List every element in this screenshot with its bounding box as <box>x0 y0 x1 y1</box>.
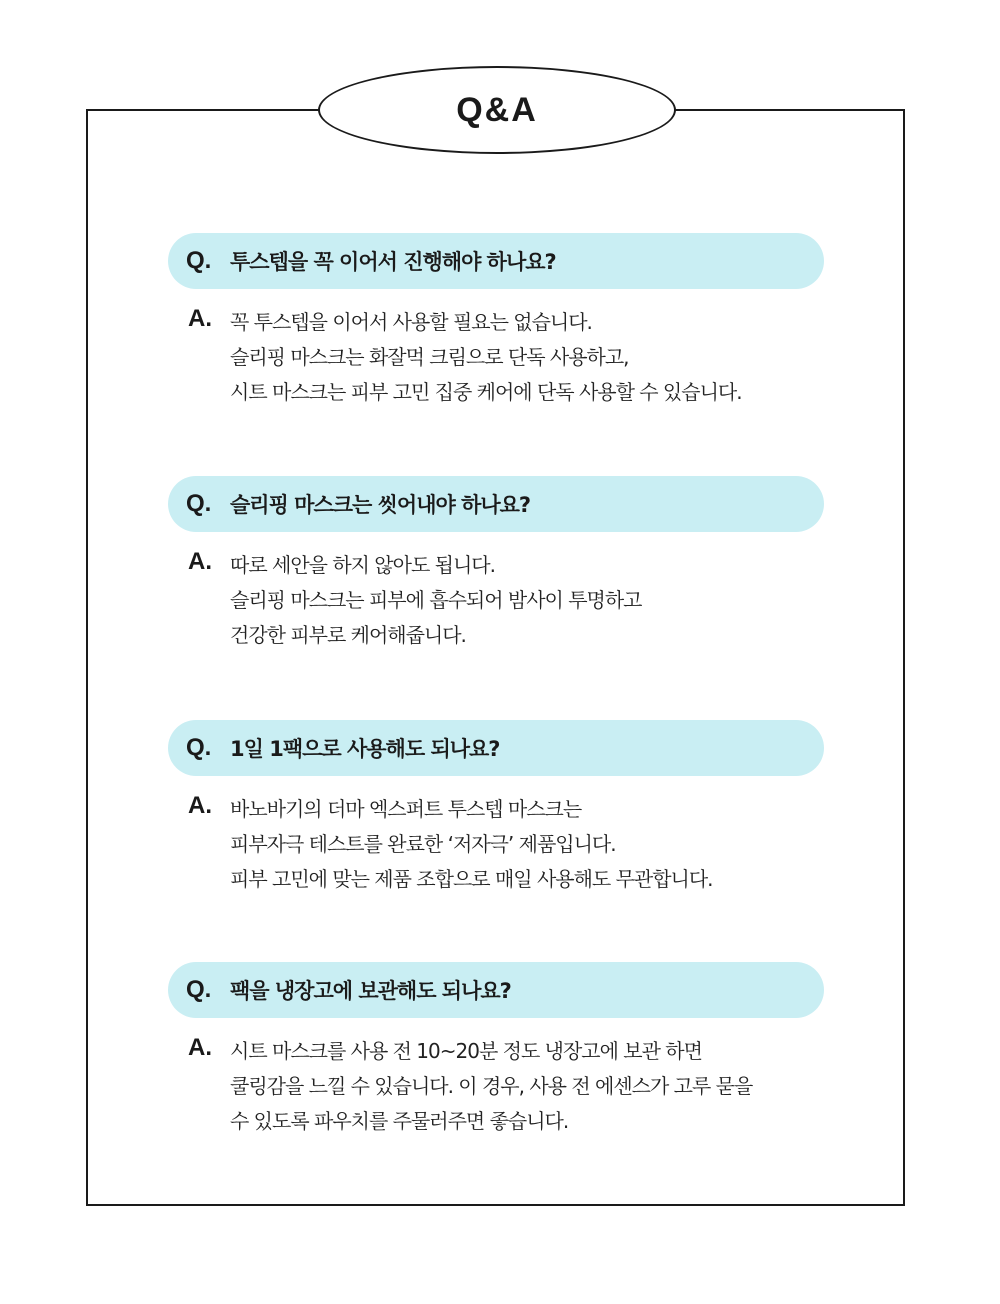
question-marker: Q. <box>186 490 212 517</box>
question-marker: Q. <box>186 976 212 1003</box>
answer-marker: A. <box>188 305 212 332</box>
question-bar <box>168 962 824 1018</box>
question-text: 팩을 냉장고에 보관해도 되나요? <box>230 979 511 1003</box>
answer-line: 슬리핑 마스크는 피부에 흡수되어 밤사이 투명하고 <box>230 588 642 612</box>
answer-line: 바노바기의 더마 엑스퍼트 투스텝 마스크는 <box>230 797 582 821</box>
question-bar <box>168 720 824 776</box>
question-text: 투스텝을 꼭 이어서 진행해야 하나요? <box>230 250 556 274</box>
answer-marker: A. <box>188 792 212 819</box>
question-text: 슬리핑 마스크는 씻어내야 하나요? <box>230 493 531 517</box>
answer-line: 슬리핑 마스크는 화잘먹 크림으로 단독 사용하고, <box>230 345 629 369</box>
answer-line: 피부 고민에 맞는 제품 조합으로 매일 사용해도 무관합니다. <box>230 867 713 891</box>
answer-line: 따로 세안을 하지 않아도 됩니다. <box>230 553 495 577</box>
question-bar <box>168 233 824 289</box>
qa-item-1 <box>168 233 824 410</box>
answer-line: 피부자극 테스트를 완료한 ‘저자극’ 제품입니다. <box>230 832 616 856</box>
page-title: Q&A <box>456 90 538 129</box>
question-text: 1일 1팩으로 사용해도 되나요? <box>230 737 500 761</box>
answer-marker: A. <box>188 1034 212 1061</box>
question-marker: Q. <box>186 247 212 274</box>
answer-line: 시트 마스크를 사용 전 10~20분 정도 냉장고에 보관 하면 <box>230 1039 702 1063</box>
qa-item-4 <box>168 962 824 1139</box>
answer-line: 꼭 투스텝을 이어서 사용할 필요는 없습니다. <box>230 310 592 334</box>
answer-block <box>168 548 824 653</box>
answer-block <box>168 1034 824 1139</box>
question-bar <box>168 476 824 532</box>
answer-line: 시트 마스크는 피부 고민 집중 케어에 단독 사용할 수 있습니다. <box>230 380 742 404</box>
answer-marker: A. <box>188 548 212 575</box>
answer-line: 쿨링감을 느낄 수 있습니다. 이 경우, 사용 전 에센스가 고루 묻을 <box>230 1074 753 1098</box>
title-oval <box>318 66 676 154</box>
answer-line: 수 있도록 파우치를 주물러주면 좋습니다. <box>230 1109 569 1133</box>
answer-block <box>168 792 824 897</box>
answer-line: 건강한 피부로 케어해줍니다. <box>230 623 466 647</box>
qa-item-3 <box>168 720 824 897</box>
qa-item-2 <box>168 476 824 653</box>
question-marker: Q. <box>186 734 212 761</box>
answer-block <box>168 305 824 410</box>
